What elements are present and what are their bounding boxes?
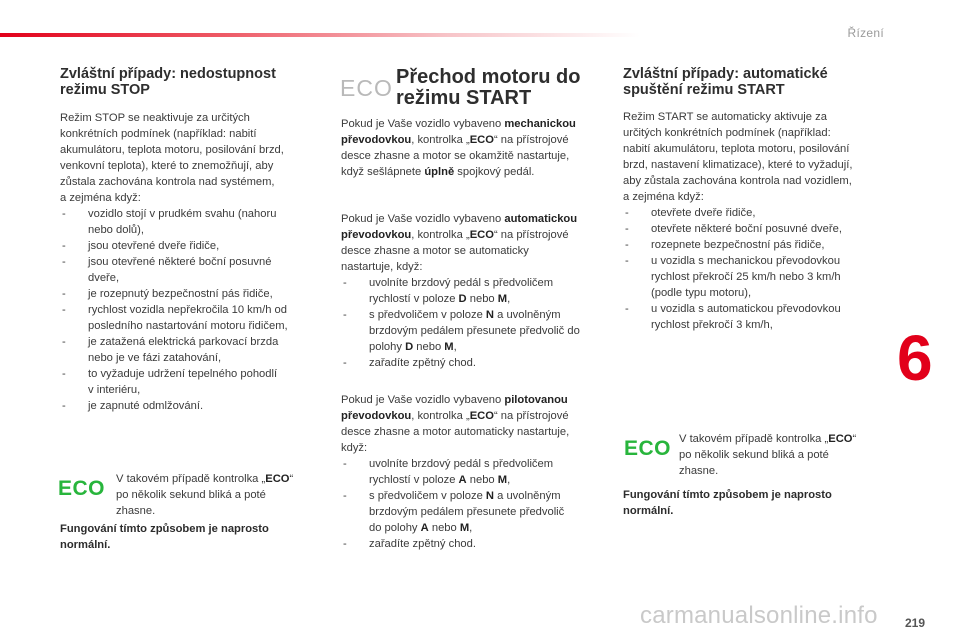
- list-item: - s předvoličem v poloze N a uvolněným brzdovým pedálem přesunete předvolič do polohy D nebo M,: [341, 307, 606, 355]
- automatic-list: [341, 275, 606, 371]
- list-item: - jsou otevřené některé boční posuvné dveře,: [60, 254, 320, 286]
- list-item: - otevřete dveře řidiče,: [623, 205, 888, 221]
- heading-start-mode: Přechod motoru do režimu START: [396, 66, 581, 109]
- eco-indicator-icon: ECO: [624, 437, 672, 460]
- list-item: - zařadíte zpětný chod.: [341, 536, 606, 552]
- eco-indicator-icon: ECO: [58, 477, 106, 500]
- column-auto-start: [623, 67, 888, 333]
- chapter-number: 6: [897, 322, 933, 394]
- list-item: - zařadíte zpětný chod.: [341, 355, 606, 371]
- eco-icon: ECO: [340, 75, 393, 101]
- intro-paragraph: Režim STOP se neaktivuje za určitých konkrétních podmínek (například: nabití akumulátoru, teplota motoru, posilování brzd, venkovní teplota), které to znemožňují, aby zůstala zachována kontrola nad systémem, a zejména když:: [60, 112, 284, 204]
- automatic-gearbox-paragraph: Pokud je Vaše vozidlo vybaveno automatickou převodovkou, kontrolka „ECO“ na přístrojové desce zhasne a motor se automaticky nastartuje, když: - uvolníte brzdový pedál s předvoličem rychlostí v poloze D nebo M, - s předvoličem v poloze N a uvolněným brzdovým pedálem přesunete předvolič do polohy D nebo M, - zařadíte zpětný chod.: [341, 211, 606, 371]
- eco-note: V takovém případě kontrolka „ECO“ po několik sekund bliká a poté zhasne.: [116, 473, 294, 517]
- list-item: - to vyžaduje udržení tepelného pohodlí v interiéru,: [60, 366, 320, 398]
- list-item: - je rozepnutý bezpečnostní pás řidiče,: [60, 286, 320, 302]
- condition-list: [60, 206, 320, 414]
- list-item: - u vozidla s mechanickou převodovkou rychlost překročí 25 km/h nebo 3 km/h (podle typu motoru),: [623, 253, 888, 301]
- piloted-gearbox-paragraph: Pokud je Vaše vozidlo vybaveno pilotovanou převodovkou, kontrolka „ECO“ na přístrojové desce zhasne a motor automaticky nastartuje, když: - uvolníte brzdový pedál s předvoličem rychlostí v poloze A nebo M, - s předvoličem v poloze N a uvolněným brzdovým pedálem přesunete předvolič do polohy A nebo M, - zařadíte zpětný chod.: [341, 392, 606, 552]
- list-item: - je zatažená elektrická parkovací brzda nebo je ve fázi zatahování,: [60, 334, 320, 366]
- piloted-list: [341, 456, 606, 552]
- list-item: - uvolníte brzdový pedál s předvoličem rychlostí v poloze A nebo M,: [341, 456, 606, 488]
- list-item: - rychlost vozidla nepřekročila 10 km/h od posledního nastartování motoru řidičem,: [60, 302, 320, 334]
- watermark: carmanualsonline.info: [640, 602, 878, 629]
- page-number: 219: [905, 616, 926, 630]
- list-item: - u vozidla s automatickou převodovkou rychlost překročí 3 km/h,: [623, 301, 888, 333]
- eco-note: V takovém případě kontrolka „ECO“ po několik sekund bliká a poté zhasne.: [679, 433, 857, 477]
- header-accent-bar: [0, 33, 640, 37]
- list-item: - uvolníte brzdový pedál s předvoličem rychlostí v poloze D nebo M,: [341, 275, 606, 307]
- heading-stop-unavailable: Zvláštní případy: nedostupnost režimu STOP: [60, 66, 276, 98]
- manual-gearbox-paragraph: Pokud je Vaše vozidlo vybaveno mechanickou převodovkou, kontrolka „ECO“ na přístrojové desce zhasne a motor se okamžitě nastartuje, když sešlápnete úplně spojkový pedál.: [341, 118, 576, 178]
- list-item: - s předvoličem v poloze N a uvolněným brzdovým pedálem přesunete předvolič do polohy A nebo M,: [341, 488, 606, 536]
- list-item: - vozidlo stojí v prudkém svahu (nahoru nebo dolů),: [60, 206, 320, 238]
- list-item: - je zapnuté odmlžování.: [60, 398, 320, 414]
- section-title: Řízení: [847, 26, 884, 40]
- condition-list: [623, 205, 888, 333]
- list-item: - rozepnete bezpečnostní pás řidiče,: [623, 237, 888, 253]
- list-item: - otevřete některé boční posuvné dveře,: [623, 221, 888, 237]
- normal-operation-note: Fungování tímto způsobem je naprosto normální.: [623, 489, 832, 517]
- heading-auto-start: Zvláštní případy: automatické spuštění režimu START: [623, 66, 828, 98]
- column-stop-unavailable: [60, 67, 320, 414]
- normal-operation-note: Fungování tímto způsobem je naprosto normální.: [60, 523, 269, 551]
- intro-paragraph: Režim START se automaticky aktivuje za určitých konkrétních podmínek (například: nabití akumulátoru, teplota motoru, posilování brzd, nastavení klimatizace), které to vyžadují, aby zůstala zachována kontrola nad vozidlem, a zejména když:: [623, 111, 853, 203]
- list-item: - jsou otevřené dveře řidiče,: [60, 238, 320, 254]
